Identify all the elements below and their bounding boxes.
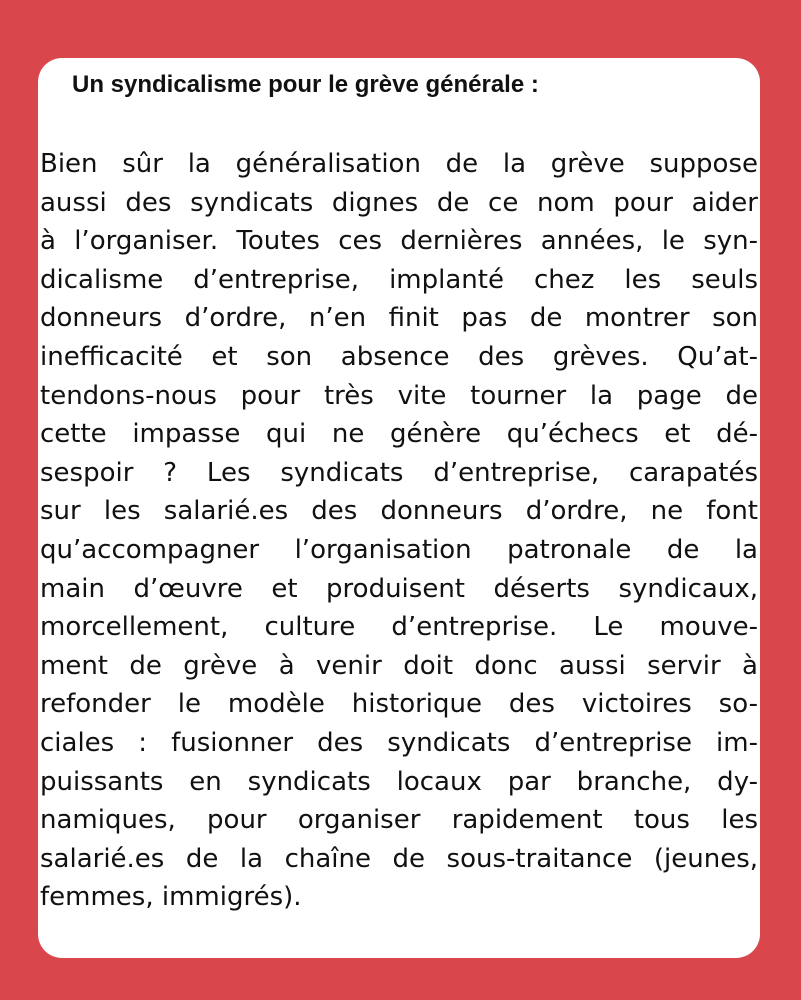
- body-line: ciales : fusionner des syndicats d’entreprise im-: [40, 727, 758, 758]
- body-line: tendons-nous pour très vite tourner la page de: [40, 380, 758, 411]
- body-line: ment de grève à venir doit donc aussi servir à: [40, 650, 758, 681]
- body-line: Bien sûr la généralisation de la grève suppose: [40, 149, 758, 179]
- body-line: namiques, pour organiser rapidement tous les: [40, 805, 758, 836]
- body-line: femmes, immigrés).: [40, 882, 302, 913]
- body-line: main d’œuvre et produisent déserts syndicaux,: [40, 573, 758, 604]
- card-title: Un syndicalisme pour le grève générale :: [72, 71, 539, 98]
- body-line: donneurs d’ordre, n’en finit pas de montrer son: [40, 303, 758, 334]
- body-line: refonder le modèle historique des victoires so-: [40, 689, 758, 720]
- body-line: morcellement, culture d’entreprise. Le mouve-: [40, 612, 758, 643]
- body-line: puissants en syndicats locaux par branche, dy-: [40, 766, 758, 797]
- body-line: qu’accompagner l’organisation patronale de la: [40, 534, 758, 565]
- body-line: aussi des syndicats dignes de ce nom pour aider: [40, 187, 758, 218]
- body-line: dicalisme d’entreprise, implanté chez les seuls: [40, 264, 758, 295]
- body-line: salarié.es de la chaîne de sous-traitance (jeunes,: [40, 843, 758, 874]
- text-card: [38, 58, 760, 958]
- body-line: sur les salarié.es des donneurs d’ordre, ne font: [40, 496, 758, 527]
- card-body: [40, 145, 758, 917]
- body-line: cette impasse qui ne génère qu’échecs et dé-: [40, 419, 758, 450]
- body-line: inefficacité et son absence des grèves. Qu’at-: [40, 341, 758, 372]
- body-line: sespoir ? Les syndicats d’entreprise, carapatés: [40, 457, 758, 488]
- body-line: à l’organiser. Toutes ces dernières années, le syn-: [40, 226, 758, 257]
